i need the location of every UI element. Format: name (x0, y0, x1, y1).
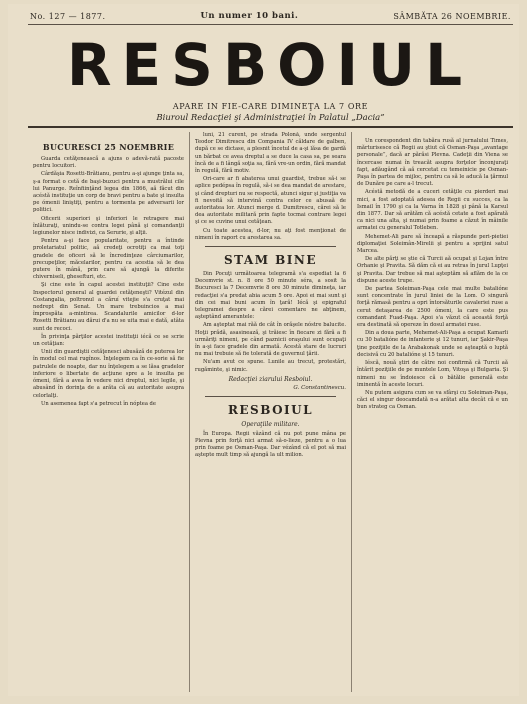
paragraph: Cu toate acestea, d-lor, nu aţi fost menţionat de nimeni în raport cu arestarea sa. (195, 227, 346, 241)
paragraph: Unii din guardiştii cetăţenesci abusăză de puterea lor în modul cel mai rugînos. Înţelegem ca în ce-sorie să fie patrulele de noapte, dar nu înţelegem a se lăsa gradelor inferiore o libertate de acţiune spre a le insulta pe ómeni, fără a avea în vedere nici dreptul, nici legile, şi abusând în dorinţa de a arăta că au autoritate asupra celorlalţi. (33, 349, 184, 399)
paragraph: Oficerii superiori şi inferiori le retragere mai înlăturaţi, unindu-se contra legei până şi comandanţii legiunelor nisce indivizi, ca Serurie, şi alţii. (33, 215, 184, 237)
paragraph: Am aşteptat mai răă de cât în orăşele nóstre balucite. Hoţii prădă, asasinează, şi trăiesc în fiecare zi fără a fi urmăriţi nimeni, pe când paznicii oraşului sunt ocupaţi în a-şi face gradele din armată. Acestă stare de lucruri nu mai trebuie să fie tolerată de guvernul ţării. (195, 322, 346, 358)
column-1 (28, 132, 190, 692)
paragraph: Ori-care ar fi abaterea unui guardist, trebue să-i se aplice pedépsa în regulă, să-i se dea mandat de arestare, şi când drepturi nu se respectă, atunci sigur şi justiţia va fi nevoită să intervină contra celor ce abusaă de autoritatea lor. Atunci merge d. Dumitrescu, cărei să le dea autoritate militară prin fapte tocmai contrare legei şi ce se cuvine unui cetăţean. (195, 176, 346, 226)
paragraph: luni, 21 curent, pe strada Polonă, unde sergentul Teodor Dimitrescu din Compania IV căldare de galben, după ce se dictase, a plesnit încetul de a-şi lăsa de gardă un bărbat ce avea dreptul a se duce la casa sa, pe seara încă de a fi lângă soţia sa, fără vre-un ordin, fără mandat în regulă, fără motiv. (195, 132, 346, 175)
issue-date: SÂMBĂTA 26 NOEMBRIE. (393, 11, 511, 21)
paragraph: Pentru a-şi face popularitate, pentru a întinde proletariatul politic, aă credeţi ocrotiţi ca mai toţi gradele de oficeri să le încredinţeze cârciumarilor, precupeţilor, măcelarilor, pentru ca acestia să le dea putere în mână, prin care să ajungă la diferite chiverniseli, ghesefturi, etc. (33, 238, 184, 281)
paragraph: În Europa. Regii văzând că nu pot pune mâna pe Plevna prin forţă nici armat să-o-lieze, pentru a o lua prin foame pe Osman-Paşa. Dar vézând că el pot să mai aştepte mult timp să ajungă la ult milion. (195, 430, 346, 459)
col1-body (33, 156, 184, 408)
col1-headline: BUCURESCI 25 NOEMBRIE (42, 142, 175, 152)
col2-headline-2: RESBOIUL (227, 403, 314, 418)
paragraph: Guarda cetăţenească a ajuns o adevă-rată pacoste pentru locuitori. (33, 156, 184, 170)
col2-divider-2 (205, 396, 336, 397)
masthead-office: Biuroul Redacţiei şi Administraţiei în Palatul „Dacia” (156, 113, 385, 123)
paragraph: Din a doua parte, Mehemet-Ali-Paşa a ocupat Kamarli cu 30 batalióne de infanterie şi 12 tunuri, iar Şakir-Paşa ţine poziţiile de la Arabakonak unde se aşteaptă o luptă decisivă cu 20 batalióne şi 15 tunuri. (357, 330, 508, 358)
paragraph: Nu'am avut ce spune. Lunile au trecut, protestări, rugăminte, şi nimic. (195, 359, 346, 373)
paragraph: Din Pocuţi următoarea telegramă s'a espediat la 6 Decemvrie st. n. 8 ore 50 minute séra, a sosit la Bucuresci la 7 Decemvrie 8 ore 30 minute dimineţa, iar redacţiei s'a predat abia acum 5 ore. Apoi ei mai sunt şi din cei mai buni acum în ţară! Iécă şi epigraful telegramei despre a cărei comentare ne abţinem, aşteptând amerantele: (195, 271, 346, 321)
paragraph: Mehemet-Ali pare să înceapă a răspunde peri-pietiei diplomaţiei Soleimân-Mirelii şi pentru a sprijini satul Marcea. (357, 233, 508, 255)
masthead-rule (28, 126, 513, 128)
issue-price: Un numer 10 bani. (200, 11, 299, 21)
paragraph: Nu putem asigura cum se va sfârşi cu Soleiman-Paşa, căci el singur deocamdată n-a arătat alta decât că e un bun strateg ca Osman. (357, 389, 508, 411)
paragraph: Acéstă metodă de a cuceri cetăţile cu pierderi mai mici, a fost adoptată adesea de Regii cu succes, ca la Ismail în 1790 şi ca la Varna în 1828 şi până la Karsul din 1877. Dar să arătăm că acéstă cetate a fost apărată ca nici una alta, şi numai prin foame a căzut în mâinile armatei cu generalul Totleben. (357, 189, 508, 232)
paragraph: În privinţa părţilor acestei instituţii iécă ce se scrie un cetăţian: (33, 333, 184, 348)
paragraph: Şi cine este în capul acestei instituţii? Cine este Inspectorul general al guardei cetăţeneşti? Vitézul din Costangalia, poltronul a căruí vitejie s'a cruţat mai nedrept din Senat. Un mare trebuincios a mai împrospăta a-mintirea. Scandalurile amicilor d-lor Rosetti Brătianu au dărui d'a nu se uita mai e dată, atâta sunt de recoci. (33, 282, 184, 332)
col2-body-2 (195, 271, 346, 374)
col2-subhead-2: Operaţiile militare. (241, 421, 300, 429)
col2-signature: G. Constantinescu. (293, 385, 346, 392)
masthead-title: RESBOIUL (66, 31, 473, 99)
paragraph: De partea Soleiman-Paşa cele mai multe batalióne sunt concentrate în jurul liniei de la Lom. O singură forţă rămasă pentru a opri întorsăturile cavaleriei ruse a cerut detaşarea de 2500 ómeni, la care este pus comandant Fuad-Paşa. Apoi s'a văzut că această forţă era destinată să opereze în dosul armatei ruse. (357, 286, 508, 329)
col2-body (195, 132, 346, 242)
paragraph: Iéscă, nouă ştiri de către noi confirmă că Turcii aă întărit poziţiile de pe muntele Lom, Vitoşa şi Bulgaria. Şi nimeni nu se îndoiesce că o bătălie generală este iminentă în aceste locuri. (357, 360, 508, 388)
issue-number: No. 127 — 1877. (30, 11, 106, 21)
paragraph: Cârdăşia Rosetti-Brătianu, pentru a-şi ajunge ţinta sa, ş-a format o cetă de başi-buzuci pentru a mustrălui cile lui Panurge. Reînfiinţând legea din 1866, aă făcut din acéstă instituţie un corp de bravi pentru a bate şi insulta pe ómenii liniştiţi, pentru a tormenta pe adversarii lor politici. (33, 171, 184, 214)
masthead-tagline: APARE IN FIE-CARE DIMINEŢA LA 7 ORE (172, 102, 369, 111)
article-columns (28, 132, 513, 692)
col2-divider-1 (205, 246, 336, 247)
paragraph: Un corespondent din tabăra rusă al jurnalului Times, mărturisesce că Regii au ştiut că Osman-Paşa „avantage personale”, dacă ar părăsi Plevna. Cadeţii din Viena se încercase numai în treacăt asupra forţelor înconjuraţi fapt, adăugând că aă cercetat cu temeinicie pe Osman-Paşa în partea de mijloc, pentru ca să le aducă la ţărmul de Dunăre pe care a-l trecut. (357, 138, 508, 188)
col2-headline: STAM BINE (223, 253, 318, 268)
col3-body (357, 138, 508, 412)
paragraph: De alte părţi se ştie că Turcii aă ocupat şi Lojan între Orhanie şi Pravita. Să dăm că ei au retras în jurul Lupţei şi Pravita. Dar trebue să mai aşteptăm să aflăm de la ce dispune aceste trupe. (357, 256, 508, 284)
column-3 (352, 132, 513, 692)
column-2 (190, 132, 352, 692)
issue-meta-row (30, 10, 511, 22)
col2-subhead: Redacţiei ziarului Resboiul. (228, 375, 313, 383)
paragraph: Un asemenea fapt s'a petrecut în nóptea de (41, 400, 156, 407)
col2-body-3 (195, 431, 346, 460)
top-rule (28, 24, 513, 25)
newspaper-page (8, 4, 519, 696)
